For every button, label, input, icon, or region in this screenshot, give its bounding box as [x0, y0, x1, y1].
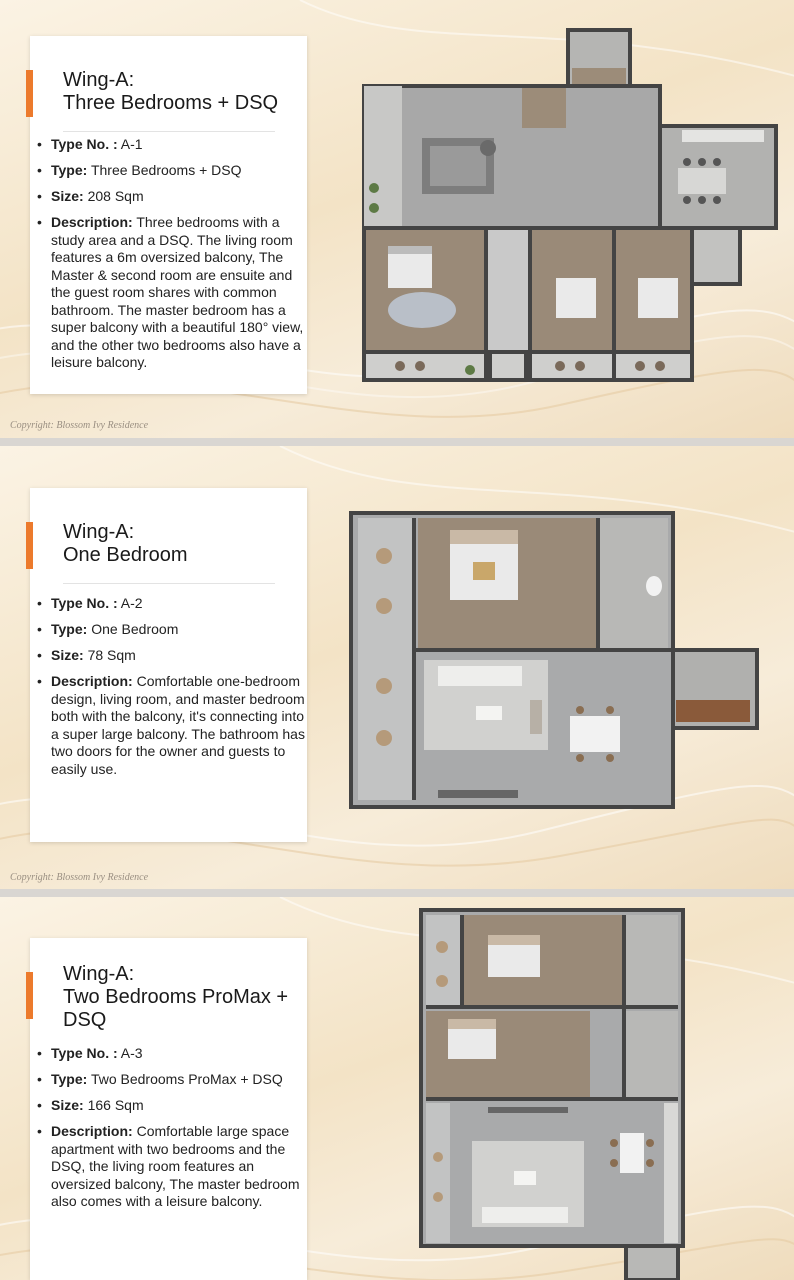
floor-plan-image — [418, 907, 688, 1280]
copyright-text: Copyright: Blossom Ivy Residence — [10, 872, 149, 883]
slide-title — [63, 69, 303, 115]
spec-size: • Size: 78 Sqm — [34, 647, 306, 665]
slide-a3 — [0, 897, 794, 1280]
info-card — [30, 938, 307, 1280]
info-card — [30, 488, 307, 842]
spec-type-no: • Type No. : A-1 — [34, 136, 306, 154]
spec-description: • Description: Three bedrooms with a study area and a DSQ. The living room features a 6m oversized balcony, The Master & second room are ensuite and the guest room shares with common bathroom. The master bedroom has a super balcony with a beautiful 180° view, and the other two bedrooms also have a leisure balcony. — [34, 214, 306, 372]
title-line-2: One Bedroom — [63, 544, 188, 566]
accent-bar — [26, 70, 33, 117]
spec-list — [34, 595, 306, 787]
accent-bar — [26, 972, 33, 1019]
floor-plan-image — [348, 510, 760, 812]
copyright-text: Copyright: Blossom Ivy Residence — [10, 420, 149, 431]
spec-type: • Type: Three Bedrooms + DSQ — [34, 162, 306, 180]
title-divider — [63, 131, 275, 132]
title-line-1: Wing-A: — [63, 963, 135, 985]
spec-type: • Type: Two Bedrooms ProMax + DSQ — [34, 1071, 306, 1089]
title-line-2: Three Bedrooms + DSQ — [63, 92, 279, 114]
spec-list — [34, 1045, 306, 1219]
slide-title — [63, 521, 303, 567]
slide-title — [63, 963, 303, 1032]
spec-type-no: • Type No. : A-2 — [34, 595, 306, 613]
spec-list — [34, 136, 306, 380]
slide-a1 — [0, 0, 794, 438]
spec-size: • Size: 166 Sqm — [34, 1097, 306, 1115]
spec-description: • Description: Comfortable large space apartment with two bedrooms and the DSQ, the living room features an oversized balcony, The master bedroom also comes with a leisure balcony. — [34, 1123, 306, 1211]
title-line-1: Wing-A: — [63, 521, 135, 543]
floor-plan-image — [360, 28, 782, 388]
spec-type: • Type: One Bedroom — [34, 621, 306, 639]
spec-size: • Size: 208 Sqm — [34, 188, 306, 206]
spec-type-no: • Type No. : A-3 — [34, 1045, 306, 1063]
title-divider — [63, 583, 275, 584]
spec-description: • Description: Comfortable one-bedroom design, living room, and master bedroom both with the balcony, it's connecting into a super large balcony. The bathroom has two doors for the owner and guests to easily use. — [34, 673, 306, 778]
info-card — [30, 36, 307, 394]
title-line-1: Wing-A: — [63, 69, 135, 91]
accent-bar — [26, 522, 33, 569]
slide-a2 — [0, 446, 794, 889]
title-line-2: Two Bedrooms ProMax + DSQ — [63, 986, 289, 1031]
